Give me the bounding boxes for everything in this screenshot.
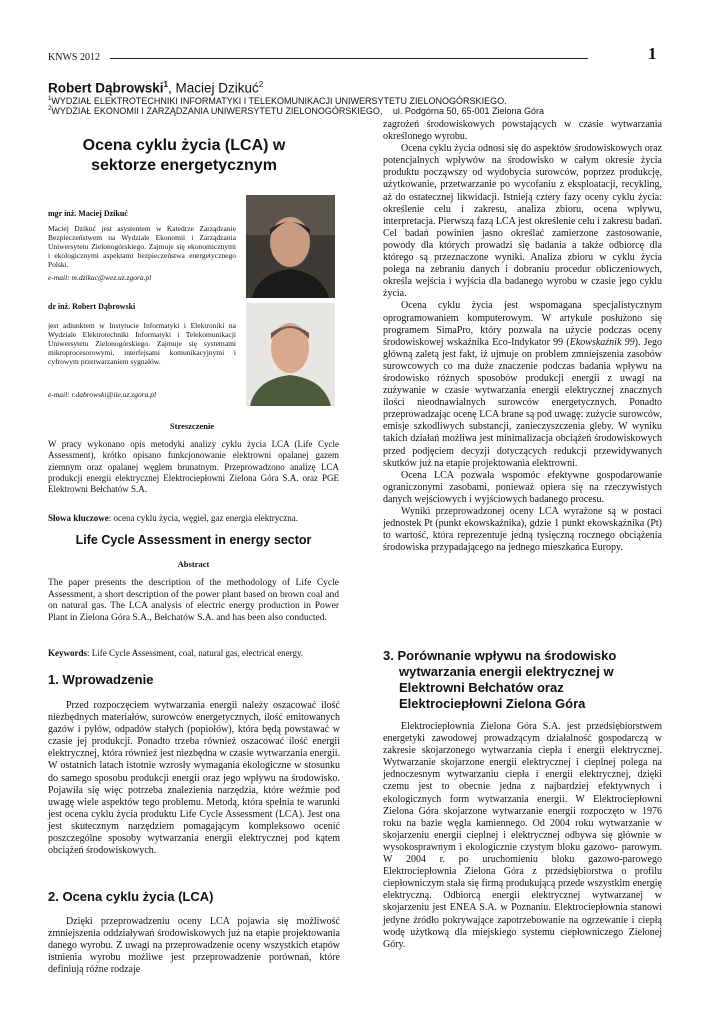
bio-2-email: e-mail: r.dabrowski@iie.uz.zgora.pl — [48, 390, 157, 399]
bio-1-name: mgr inż. Maciej Dzikuć — [48, 209, 128, 218]
photo-robert-dabrowski — [246, 303, 335, 406]
page-number: 1 — [648, 44, 657, 63]
right-paragraph-2 — [383, 300, 662, 469]
right-paragraph-2b: ). Jego główną zaletą jest fakt, iż ujmuje on problem zmniejszenia zasobów surowcowych co ma duże znaczenie podczas badania wpływu na środowisko różnych sposobów produkcji energii z uwagi na zużywanie w czasie wytwarzania energii elektrycznej znacznych ilości nieodnawialnych surowców energetycznych. Ponadto przeprowadzając ocenę LCA brane są pod uwagę: zużycie surowców, emisje szkodliwych substancji, zanieczyszczenia gleby. W wyniku takich działań możliwa jest minimalizacja obciążeń środowiskowych przed podjęciem decyzji dotyczących redukcji przewidywanych skutków już na etapie projektowania elektrowni. — [383, 336, 663, 469]
bio-2-text: jest adiunktem w Instytucie Informatyki i Elektroniki na Wydziale Elektrotechniki Informatyki i Telekomunikacji Uniwersytetu Zielonogórskiego. Zajmuje się systemami mikroprocesorowymi, interfejsami komunikacyjnymi i cyfrowym przetwarzaniem sygnałów. — [48, 321, 236, 367]
affiliation-1-text: WYDZIAŁ ELEKTROTECHNIKI INFORMATYKI I TELEKOMUNIKACJI UNIWERSYTETU ZIELONOGÓRSKIEGO. — [51, 96, 507, 106]
photo-maciej-dzikuc — [246, 195, 335, 298]
right-paragraph-2a: Ocena cyklu życia jest wspomagana specjalistycznym oprogramowaniem komputerowym. W artykule posłużono się programem SimaPro, który pozwala na użycie podczas oceny środowiskowej wskaźnika Eco-Indykator 99 ( — [383, 300, 662, 348]
bio-1-text: Maciej Dzikuć jest asystentem w Katedrze Zarządzanie Bezpieczeństwem na Wydziale Ekonomii i Zarządzania Uniwersytetu Zielonogórskiego. Zajmuje się ekonomicznymi i ekologicznymi aspektami bezpieczeństwa energetycznego Polski. — [48, 224, 236, 270]
affiliation-2-text: WYDZIAŁ EKONOMII I ZARZĄDZANIA UNIWERSYTETU ZIELONOGÓRSKIEGO, — [51, 106, 383, 116]
journal-label: KNWS 2012 — [48, 52, 100, 63]
keywords-en — [48, 648, 339, 659]
streszczenie-text: W pracy wykonano opis metodyki analizy cyklu życia LCA (Life Cycle Assessment), krótko opisano funkcjonowanie elektrowni opalanej gazem ziemnym oraz opalanej węglem brunatnym. Przeprowadzono analizę LCA produkcji energii elektrycznej Elektrociepłowni Zielona Góra S.A. oraz PGE Elektrowni Bełchatów S.A. — [48, 439, 339, 495]
english-title: Life Cycle Assessment in energy sector — [75, 533, 312, 547]
affiliation-2-num: 2 — [48, 106, 52, 112]
authors-line — [48, 80, 263, 96]
author-sep: , — [167, 80, 176, 96]
section-1-title: 1. Wprowadzenie — [48, 672, 154, 687]
paper-title: Ocena cyklu życia (LCA) w sektorze energetycznym — [82, 137, 286, 174]
bio-1-email: e-mail: m.dzikuc@wez.uz.zgora.pl — [48, 273, 152, 282]
section-2-paragraph: Dzięki przeprowadzeniu oceny LCA pojawia się możliwość zmniejszenia oddziaływań środowiskowych już na etapie projektowania danego wyrobu. Z uwagi na przeprowadzenie oceny wszystkich etapów istnienia wyrobu możliwe jest przeprowadzenie porównań, które definiują różne rodzaje — [48, 916, 340, 976]
section-3-title: 3. Porównanie wpływu na środowisko wytwarzania energii elektrycznej w Elektrowni Bełchatów oraz Elektrociepłowni Zielona Góra — [383, 648, 617, 711]
keywords-pl — [48, 513, 339, 524]
author-first: Robert Dąbrowski — [48, 80, 164, 96]
section-1-text — [48, 700, 340, 857]
affiliation-2-address: ul. Podgórna 50, 65-001 Zielona Góra — [392, 106, 545, 116]
author-first-sup: 1 — [163, 80, 168, 89]
streszczenie-heading: Streszczenie — [169, 421, 215, 431]
affiliation-2 — [48, 106, 544, 116]
bio-2-name: dr inż. Robert Dąbrowski — [48, 302, 136, 311]
section-3-text — [383, 721, 662, 951]
affiliation-1 — [48, 96, 507, 106]
right-paragraph-0: zagrożeń środowiskowych powstających w czasie wytwarzania określonego wyrobu. — [383, 119, 662, 143]
section-3-paragraph: Elektrociepłownia Zielona Góra S.A. jest przedsiębiorstwem energetyki zawodowej prowadzącym działalność gospodarczą w zakresie skojarzonego wytwarzania ciepła i energii elektrycznej. Wytwarzanie skojarzone energii elektrycznej i cieplnej polega na jednoczesnym wytwarzaniu ciepła i energii elektrycznej, dzięki czemu jest to obecnie jedna z najbardziej efektywnych i ekologicznych form wytwarzania energii. W Elektrociepłowni Zielona Góra skojarzone wytwarzanie energii rozpoczęto w 1976 roku na bazie węgla kamiennego. Od 2004 roku wytwarzanie w skojarzeniu energii cieplnej i elektrycznej odbywa się głównie w wysokosprawnym i ekologicznie czystym bloku gazowo- parowym. W 2004 r. po uruchomieniu bloku gazowo-parowego Elektrociepłownia Zielona Góra z przedsiębiorstwa o profilu ciepłowniczym stała się firmą produkującą przede wszystkim energię elektryczną. Odbiorcą energii elektrycznej wytwarzanej w skojarzeniu jest ENEA S.A. w Poznaniu. Elektrociepłownia stanowi jedyne źródło pokrywające zapotrzebowanie na ogrzewanie i ciepłą wodę użytkową dla miejskiego systemu ciepłowniczego Zielonej Góry. — [383, 721, 662, 950]
abstract-heading: Abstract — [177, 559, 210, 569]
abstract-text: The paper presents the description of the methodology of Life Cycle Assessment, a short description of the power plant based on brown coal and on natural gas. The LCA analysis of electric energy production in Power Plant in Zielona Góra S.A., Bełchatów S.A. and has been also conducted. — [48, 578, 339, 623]
right-paragraph-1: Ocena cyklu życia odnosi się do aspektów środowiskowych oraz potencjalnych wpływów na środowisko w całym okresie życia produktu począwszy od wydobycia surowców, poprzez produkcję, użytkowanie, przetwarzanie po wycofaniu z eksploatacji, recykling, aż do ostatecznej likwidacji. Istnieją cztery fazy oceny cyklu życia: określenie celu i zakresu, analiza zbioru, ocena wpływu, interpretacja. Pierwszą fazą LCA jest określenie celu i zakresu badań. Cel badań powinien jasno określać zamierzone zastosowanie, powody dla których prowadzi się badania a także odbiorcę dla którego są przeznaczone wyniki. Analiza zbioru w cyklu życia polega na zebraniu danych i dobraniu procedur obliczeniowych, określa wejścia i wyjścia dla badanego wyrobu w czasie jego cyklu życia. — [383, 143, 662, 300]
author-second-sup: 2 — [258, 80, 264, 89]
keywords-pl-text: : ocena cyklu życia, węgiel, gaz energia elektryczna. — [108, 513, 298, 523]
author-second: Maciej Dzikuć — [175, 80, 259, 96]
right-paragraph-4: Wyniki przeprowadzonej oceny LCA wyrażone są w postaci jednostek Pt (punkt ekowskaźnika), gdzie 1 punkt ekowskaźnika (Pt) to wartość, która reprezentuje jedną tysięczną rocznego obciążenia środowiska przypadającego na jednego mieszkańca Europy. — [383, 506, 662, 554]
keywords-en-text: : Life Cycle Assessment, coal, natural gas, electrical energy. — [87, 648, 304, 658]
right-paragraph-3: Ocena LCA pozwala wspomóc efektywne gospodarowanie ograniczonymi zasobami, ponieważ opiera się na rzeczywistych danych wejściowych i wyjściowych badanego procesu. — [383, 469, 662, 505]
right-paragraph-2-italic: Ekowskaźnik 99 — [569, 336, 635, 348]
affiliation-1-num: 1 — [48, 96, 52, 102]
right-column-text — [383, 119, 662, 554]
keywords-en-label: Keywords — [48, 648, 87, 658]
section-1-paragraph: Przed rozpoczęciem wytwarzania energii należy oszacować ilość niezbędnych materiałów, surowców energetycznych, ilość emitowanych gazów i pyłów, odpadów stałych (popiołów), która będą powstawać w czasie jej produkcji. Ponadto trzeba również oszacować ilość energii elektrycznej, która również jest niezbędna w czasie wytwarzania energii. W ostatnich latach istotnie wzrosły wymagania ekologiczne w stosunku do samego sposobu produkcji energii oraz jego wpływu na środowisko. Pojawiła się więc potrzeba znalezienia narzędzia, które weźmie pod uwagę wiele aspektów tego problemu. Metodą, która spełnia te warunki jest ocena cyklu życia produktu Life Cycle Assessment (LCA). Jest ona jest skutecznym narzędziem pomagającym kompleksowo ocenić poszczególne sposoby wytwarzania energii elektrycznej pod kątem obciążeń środowiskowych. — [48, 700, 340, 857]
section-2-text — [48, 916, 340, 976]
section-2-title: 2. Ocena cyklu życia (LCA) — [48, 889, 214, 904]
keywords-pl-label: Słowa kluczowe — [48, 513, 109, 523]
header-rule — [110, 58, 588, 59]
